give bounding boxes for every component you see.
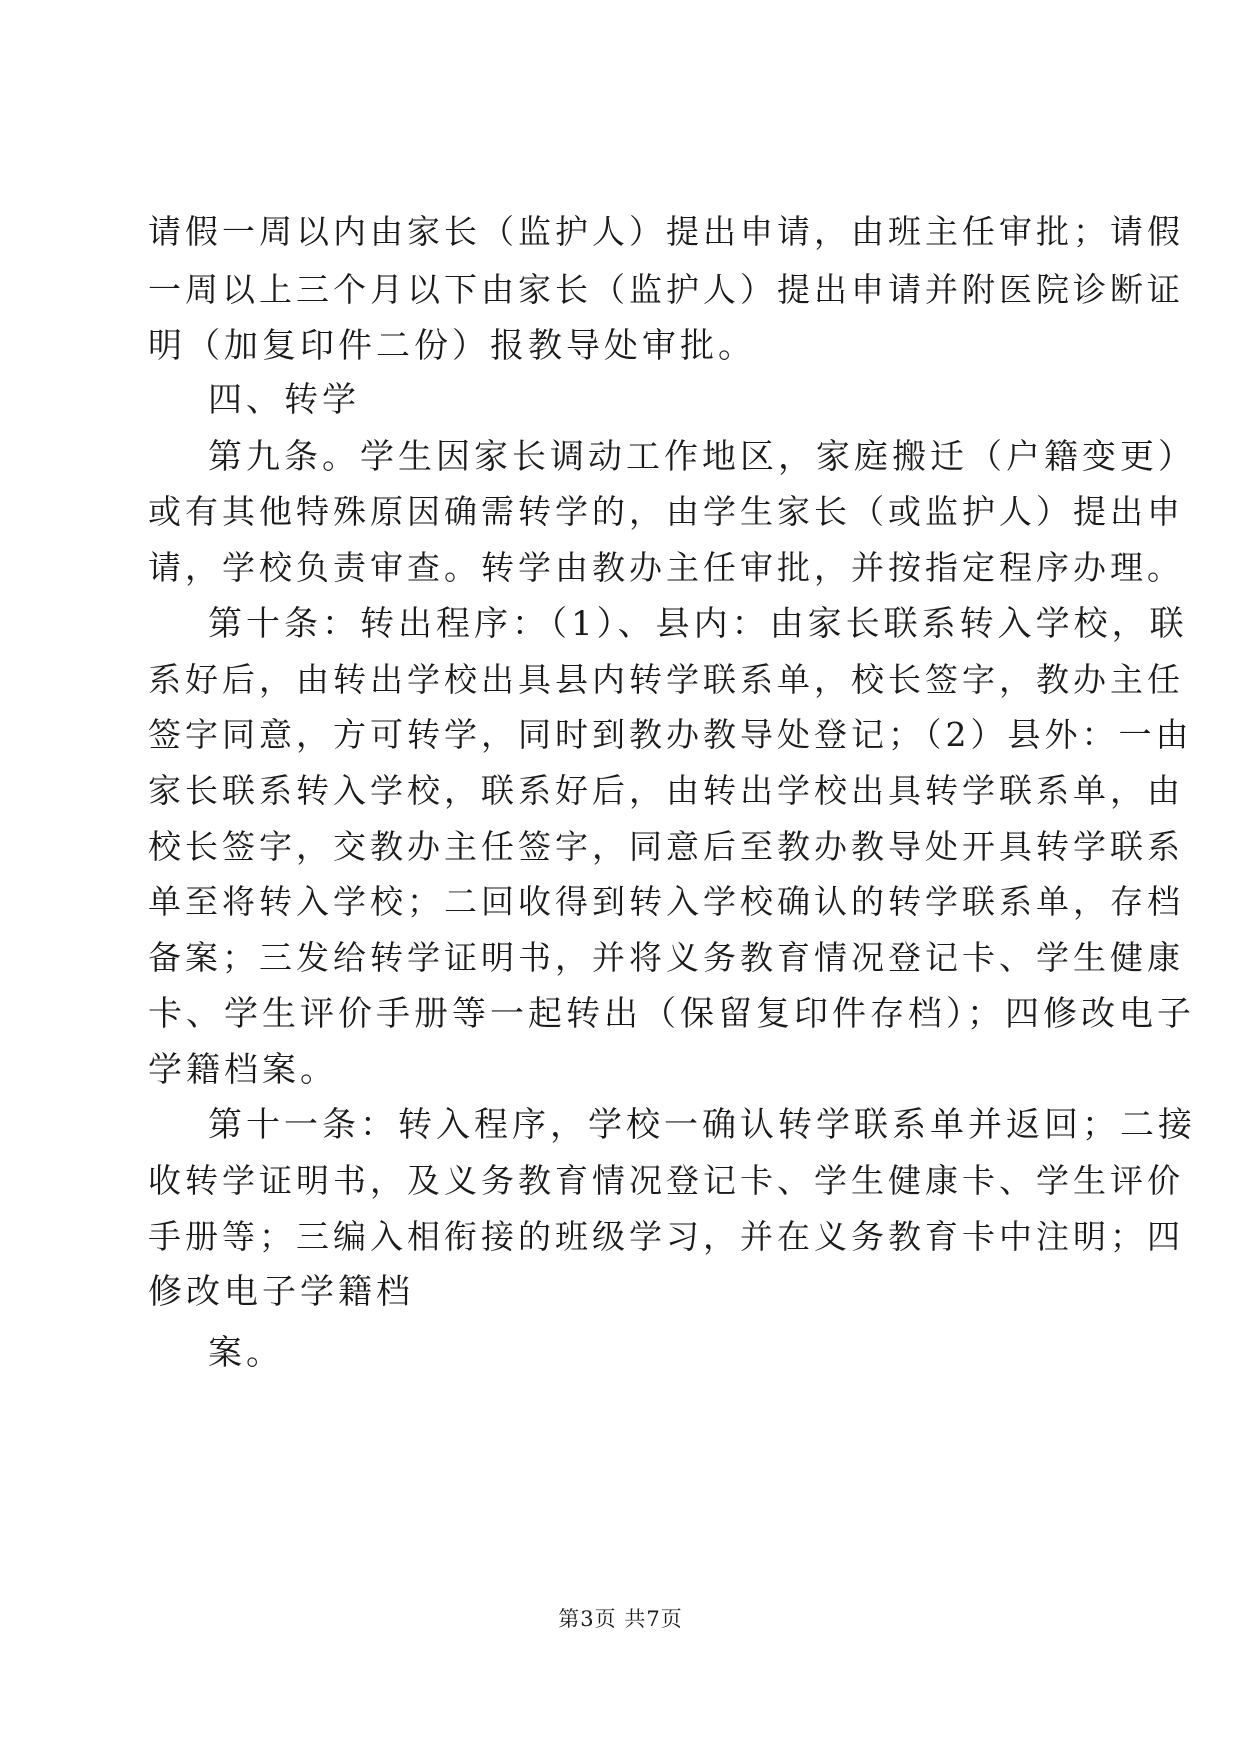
text-line: 学籍档案。 (148, 1050, 338, 1090)
text-line: 备案；三发给转学证明书，并将义务教育情况登记卡、学生健康 (148, 938, 1184, 977)
section-heading: 四、转学 (208, 380, 360, 420)
text-line: 签字同意，方可转学，同时到教办教导处登记；（2）县外：一由 (148, 715, 1193, 754)
text-line: 或有其他特殊原因确需转学的，由学生家长（或监护人）提出申 (148, 492, 1184, 531)
text-line: 第九条。学生因家长调动工作地区，家庭搬迁（户籍变更） (208, 437, 1196, 477)
text-line: 修改电子学籍档 (148, 1272, 414, 1312)
text-line: 请假一周以内由家长（监护人）提出申请，由班主任审批；请假 (148, 212, 1184, 251)
text-line: 系好后，由转出学校出具县内转学联系单，校长签字，教办主任 (148, 660, 1184, 699)
text-line: 第十一条：转入程序，学校一确认转学联系单并返回；二接 (208, 1105, 1196, 1145)
text-line: 卡、学生评价手册等一起转出（保留复印件存档）；四修改电子 (148, 994, 1195, 1034)
text-line: 家长联系转入学校，联系好后，由转出学校出具转学联系单，由 (148, 771, 1184, 810)
text-line: 第十条：转出程序：（1）、县内：由家长联系转入学校，联 (208, 604, 1188, 644)
text-line: 案。 (208, 1333, 284, 1373)
text-line: 明（加复印件二份）报教导处审批。 (148, 326, 756, 366)
text-line: 收转学证明书，及义务教育情况登记卡、学生健康卡、学生评价 (148, 1161, 1184, 1200)
text-line: 校长签字，交教办主任签字，同意后至教办教导处开具转学联系 (148, 827, 1184, 866)
text-line: 单至将转入学校；二回收得到转入学校确认的转学联系单，存档 (148, 882, 1184, 921)
text-line: 手册等；三编入相衔接的班级学习，并在义务教育卡中注明；四 (148, 1217, 1184, 1256)
text-line: 一周以上三个月以下由家长（监护人）提出申请并附医院诊断证 (148, 270, 1184, 309)
page-number-footer: 第3页 共7页 (558, 1607, 683, 1631)
text-line: 请，学校负责审查。转学由教办主任审批，并按指定程序办理。 (148, 548, 1184, 587)
